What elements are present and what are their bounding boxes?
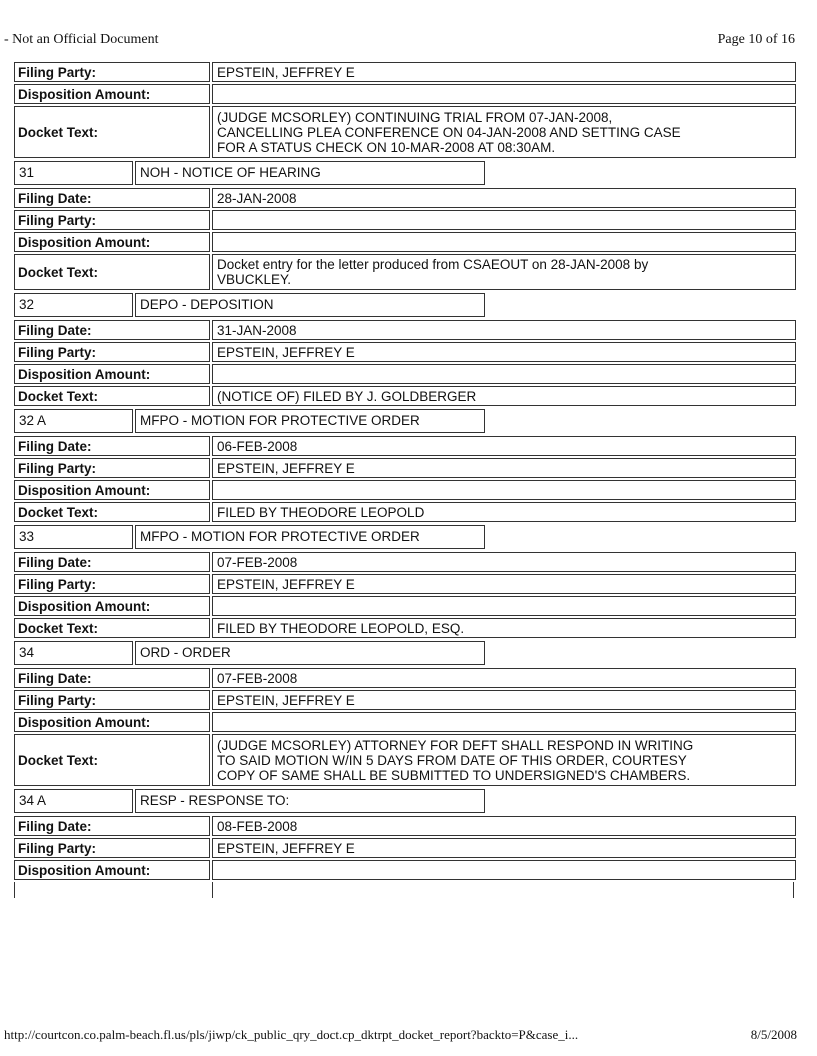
disposition-amount-row xyxy=(14,712,796,732)
docket-entry-header xyxy=(14,789,796,813)
docket-text-label: Docket Text: xyxy=(14,734,210,786)
entry-type: MFPO - MOTION FOR PROTECTIVE ORDER xyxy=(135,409,485,433)
filing-party-row xyxy=(14,210,796,230)
filing-date-value: 28-JAN-2008 xyxy=(212,188,796,208)
docket-text-row xyxy=(14,386,796,406)
filing-date-value: 07-FEB-2008 xyxy=(212,668,796,688)
entry-type: NOH - NOTICE OF HEARING xyxy=(135,161,485,185)
filing-date-value: 31-JAN-2008 xyxy=(212,320,796,340)
disposition-amount-row xyxy=(14,232,796,252)
disposition-amount-label: Disposition Amount: xyxy=(14,84,210,104)
docket-text-label: Docket Text: xyxy=(14,106,210,158)
disposition-amount-value xyxy=(212,364,796,384)
filing-party-label: Filing Party: xyxy=(14,458,210,478)
document-notice: - Not an Official Document xyxy=(4,32,159,47)
filing-date-row xyxy=(14,668,796,688)
docket-text-row xyxy=(14,106,796,158)
filing-date-label: Filing Date: xyxy=(14,320,210,340)
disposition-amount-label: Disposition Amount: xyxy=(14,480,210,500)
filing-party-value: EPSTEIN, JEFFREY E xyxy=(212,574,796,594)
filing-date-value: 07-FEB-2008 xyxy=(212,552,796,572)
entry-number: 33 xyxy=(14,525,133,549)
disposition-amount-value xyxy=(212,84,796,104)
entry-number: 34 A xyxy=(14,789,133,813)
filing-party-label: Filing Party: xyxy=(14,210,210,230)
disposition-amount-value xyxy=(212,596,796,616)
docket-text-row xyxy=(14,254,796,290)
filing-party-row xyxy=(14,62,796,82)
filing-date-label: Filing Date: xyxy=(14,668,210,688)
table-continuation xyxy=(14,882,794,898)
disposition-amount-row xyxy=(14,84,796,104)
filing-date-label: Filing Date: xyxy=(14,436,210,456)
docket-text-value: Docket entry for the letter produced from CSAEOUT on 28-JAN-2008 by VBUCKLEY. xyxy=(212,254,796,290)
docket-entry-header xyxy=(14,293,796,317)
docket-text-label: Docket Text: xyxy=(14,386,210,406)
disposition-amount-value xyxy=(212,712,796,732)
filing-party-value: EPSTEIN, JEFFREY E xyxy=(212,690,796,710)
disposition-amount-label: Disposition Amount: xyxy=(14,860,210,880)
docket-entry-header xyxy=(14,641,796,665)
filing-date-row xyxy=(14,320,796,340)
footer-date: 8/5/2008 xyxy=(750,1027,797,1042)
filing-party-row xyxy=(14,574,796,594)
disposition-amount-label: Disposition Amount: xyxy=(14,712,210,732)
page-number: Page 10 of 16 xyxy=(717,32,795,47)
filing-date-value: 06-FEB-2008 xyxy=(212,436,796,456)
filing-party-value: EPSTEIN, JEFFREY E xyxy=(212,458,796,478)
entry-number: 34 xyxy=(14,641,133,665)
docket-text-row xyxy=(14,618,796,638)
filing-date-row xyxy=(14,188,796,208)
docket-text-value: (JUDGE MCSORLEY) CONTINUING TRIAL FROM 07-JAN-2008, CANCELLING PLEA CONFERENCE ON 04-JAN-2008 AND SETTING CASE FOR A STATUS CHECK ON 10-MAR-2008 AT 08:30AM. xyxy=(212,106,796,158)
entry-number: 31 xyxy=(14,161,133,185)
docket-text-label: Docket Text: xyxy=(14,618,210,638)
docket-text-label: Docket Text: xyxy=(14,502,210,522)
entry-type: MFPO - MOTION FOR PROTECTIVE ORDER xyxy=(135,525,485,549)
filing-party-value: EPSTEIN, JEFFREY E xyxy=(212,838,796,858)
filing-date-label: Filing Date: xyxy=(14,816,210,836)
docket-entry-header xyxy=(14,525,796,549)
docket-entry-header xyxy=(14,409,796,433)
disposition-amount-row xyxy=(14,364,796,384)
table-column-divider xyxy=(212,882,213,898)
docket-text-value: (NOTICE OF) FILED BY J. GOLDBERGER xyxy=(212,386,796,406)
filing-party-row xyxy=(14,690,796,710)
docket-entry-header xyxy=(14,161,796,185)
filing-party-value: EPSTEIN, JEFFREY E xyxy=(212,342,796,362)
docket-text-row xyxy=(14,502,796,522)
filing-party-label: Filing Party: xyxy=(14,838,210,858)
filing-party-row xyxy=(14,342,796,362)
disposition-amount-value xyxy=(212,860,796,880)
disposition-amount-row xyxy=(14,860,796,880)
filing-date-row xyxy=(14,436,796,456)
filing-party-value xyxy=(212,210,796,230)
docket-text-value: (JUDGE MCSORLEY) ATTORNEY FOR DEFT SHALL RESPOND IN WRITING TO SAID MOTION W/IN 5 DAYS FROM DATE OF THIS ORDER, COURTESY COPY OF SAME SHALL BE SUBMITTED TO UNDERSIGNED'S CHAMBERS. xyxy=(212,734,796,786)
disposition-amount-label: Disposition Amount: xyxy=(14,232,210,252)
filing-party-value: EPSTEIN, JEFFREY E xyxy=(212,62,796,82)
entry-number: 32 A xyxy=(14,409,133,433)
entry-type: ORD - ORDER xyxy=(135,641,485,665)
filing-party-label: Filing Party: xyxy=(14,342,210,362)
filing-date-value: 08-FEB-2008 xyxy=(212,816,796,836)
disposition-amount-row xyxy=(14,480,796,500)
filing-date-label: Filing Date: xyxy=(14,188,210,208)
filing-party-row xyxy=(14,458,796,478)
disposition-amount-label: Disposition Amount: xyxy=(14,364,210,384)
filing-party-label: Filing Party: xyxy=(14,574,210,594)
filing-date-label: Filing Date: xyxy=(14,552,210,572)
filing-party-row xyxy=(14,838,796,858)
docket-text-label: Docket Text: xyxy=(14,254,210,290)
docket-text-value: FILED BY THEODORE LEOPOLD, ESQ. xyxy=(212,618,796,638)
disposition-amount-value xyxy=(212,480,796,500)
disposition-amount-label: Disposition Amount: xyxy=(14,596,210,616)
disposition-amount-value xyxy=(212,232,796,252)
docket-text-value: FILED BY THEODORE LEOPOLD xyxy=(212,502,796,522)
disposition-amount-row xyxy=(14,596,796,616)
entry-type: DEPO - DEPOSITION xyxy=(135,293,485,317)
filing-party-label: Filing Party: xyxy=(14,62,210,82)
entry-number: 32 xyxy=(14,293,133,317)
footer-url: http://courtcon.co.palm-beach.fl.us/pls/jiwp/ck_public_qry_doct.cp_dktrpt_docket_report?backto=P&case_i... xyxy=(4,1027,579,1042)
docket-text-row xyxy=(14,734,796,786)
entry-type: RESP - RESPONSE TO: xyxy=(135,789,485,813)
docket-report-table xyxy=(14,62,796,898)
filing-date-row xyxy=(14,552,796,572)
filing-party-label: Filing Party: xyxy=(14,690,210,710)
filing-date-row xyxy=(14,816,796,836)
